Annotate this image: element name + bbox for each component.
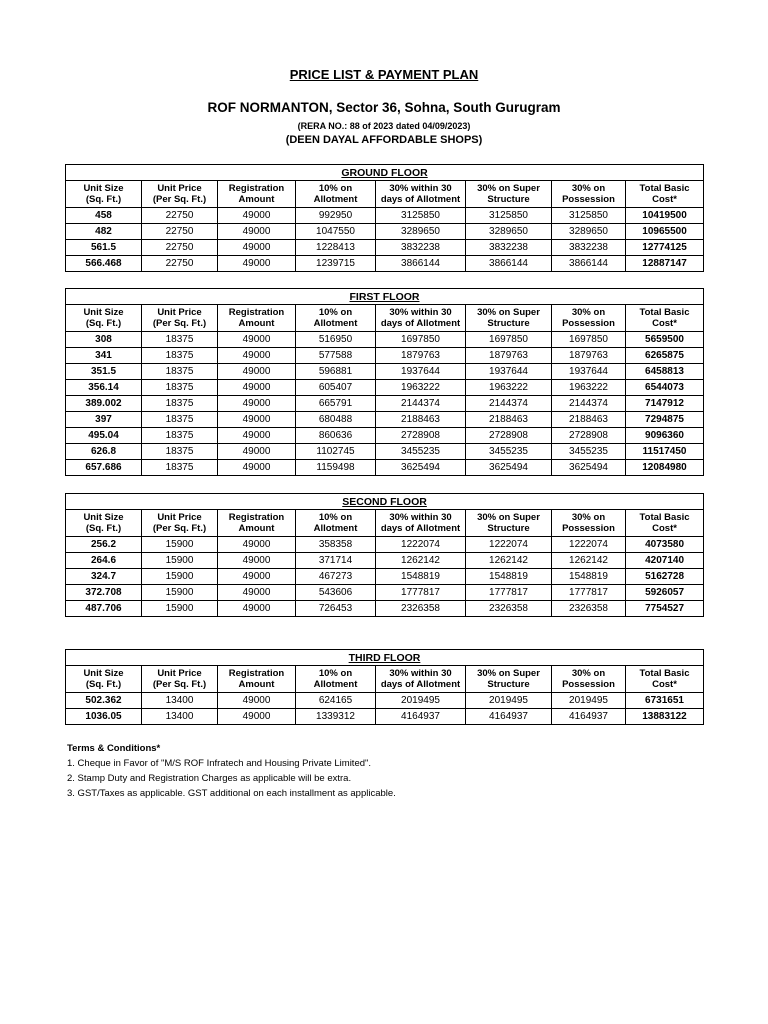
table-cell: 49000 bbox=[218, 412, 296, 428]
column-header-line: Structure bbox=[487, 523, 530, 534]
table-cell: 4164937 bbox=[376, 709, 466, 725]
column-header bbox=[626, 666, 704, 693]
unit-size-cell: 372.708 bbox=[66, 585, 142, 601]
column-header bbox=[296, 181, 376, 208]
table-cell: 1548819 bbox=[552, 569, 626, 585]
total-cost-cell: 6265875 bbox=[626, 348, 704, 364]
column-header-line: Total Basic bbox=[639, 512, 690, 523]
table-cell: 2144374 bbox=[376, 396, 466, 412]
table-cell: 2188463 bbox=[376, 412, 466, 428]
column-header-line: 30% on Super bbox=[477, 307, 540, 318]
column-header-line: (Per Sq. Ft.) bbox=[152, 194, 207, 205]
column-header-line: 30% on bbox=[571, 307, 606, 318]
table-cell: 1963222 bbox=[376, 380, 466, 396]
column-header-line: (Per Sq. Ft.) bbox=[152, 679, 207, 690]
column-header bbox=[552, 666, 626, 693]
table-cell: 3832238 bbox=[376, 240, 466, 256]
table-cell: 605407 bbox=[296, 380, 376, 396]
table-cell: 2019495 bbox=[466, 693, 552, 709]
total-cost-cell: 5659500 bbox=[626, 332, 704, 348]
table-cell: 49000 bbox=[218, 224, 296, 240]
table-cell: 49000 bbox=[218, 348, 296, 364]
table-cell: 3125850 bbox=[466, 208, 552, 224]
terms-item: 1. Cheque in Favor of "M/S ROF Infratech and Housing Private Limited". bbox=[67, 758, 372, 769]
table-cell: 2728908 bbox=[376, 428, 466, 444]
table-cell: 3866144 bbox=[552, 256, 626, 272]
table-cell: 49000 bbox=[218, 601, 296, 617]
table-cell: 1262142 bbox=[466, 553, 552, 569]
table-cell: 18375 bbox=[142, 364, 218, 380]
column-header-line: Possession bbox=[562, 523, 615, 534]
column-header bbox=[552, 181, 626, 208]
total-cost-cell: 6544073 bbox=[626, 380, 704, 396]
table-row bbox=[66, 585, 704, 601]
table-row bbox=[66, 380, 704, 396]
column-header-line: 30% within 30 bbox=[389, 668, 452, 679]
table-cell: 2188463 bbox=[552, 412, 626, 428]
unit-size-cell: 389.002 bbox=[66, 396, 142, 412]
table-cell: 49000 bbox=[218, 709, 296, 725]
column-header bbox=[376, 666, 466, 693]
column-header-line: Unit Size bbox=[83, 668, 124, 679]
total-cost-cell: 7294875 bbox=[626, 412, 704, 428]
table-cell: 516950 bbox=[296, 332, 376, 348]
first-floor-table bbox=[65, 288, 704, 476]
column-header-line: Unit Price bbox=[157, 307, 202, 318]
table-cell: 1879763 bbox=[552, 348, 626, 364]
column-header-line: 30% on Super bbox=[477, 512, 540, 523]
unit-size-cell: 397 bbox=[66, 412, 142, 428]
unit-size-cell: 308 bbox=[66, 332, 142, 348]
table-row bbox=[66, 428, 704, 444]
table-row bbox=[66, 332, 704, 348]
table-cell: 3625494 bbox=[376, 460, 466, 476]
column-header bbox=[66, 510, 142, 537]
table-cell: 2326358 bbox=[466, 601, 552, 617]
table-cell: 1697850 bbox=[376, 332, 466, 348]
table-cell: 2728908 bbox=[552, 428, 626, 444]
column-header-line: Unit Price bbox=[157, 668, 202, 679]
column-header bbox=[552, 305, 626, 332]
column-header bbox=[626, 181, 704, 208]
third-floor-table bbox=[65, 649, 704, 725]
table-cell: 18375 bbox=[142, 332, 218, 348]
table-cell: 1548819 bbox=[466, 569, 552, 585]
column-header-line: 30% within 30 bbox=[389, 512, 452, 523]
table-cell: 3289650 bbox=[552, 224, 626, 240]
table-cell: 49000 bbox=[218, 693, 296, 709]
table-row bbox=[66, 348, 704, 364]
column-header-line: Allotment bbox=[313, 679, 358, 690]
page-title: PRICE LIST & PAYMENT PLAN bbox=[289, 67, 479, 82]
column-header-line: Registration bbox=[228, 512, 285, 523]
column-header-line: Amount bbox=[238, 194, 275, 205]
table-cell: 22750 bbox=[142, 224, 218, 240]
table-cell: 15900 bbox=[142, 537, 218, 553]
total-cost-cell: 4207140 bbox=[626, 553, 704, 569]
column-header bbox=[218, 181, 296, 208]
table-cell: 4164937 bbox=[552, 709, 626, 725]
unit-size-cell: 356.14 bbox=[66, 380, 142, 396]
total-cost-cell: 10965500 bbox=[626, 224, 704, 240]
table-cell: 4164937 bbox=[466, 709, 552, 725]
table-cell: 665791 bbox=[296, 396, 376, 412]
unit-size-cell: 566.468 bbox=[66, 256, 142, 272]
table-cell: 22750 bbox=[142, 208, 218, 224]
unit-size-cell: 561.5 bbox=[66, 240, 142, 256]
second-floor-table bbox=[65, 493, 704, 617]
column-header bbox=[142, 305, 218, 332]
column-header-line: 30% within 30 bbox=[389, 183, 452, 194]
total-cost-cell: 7754527 bbox=[626, 601, 704, 617]
table-row bbox=[66, 709, 704, 725]
unit-size-cell: 626.8 bbox=[66, 444, 142, 460]
unit-size-cell: 256.2 bbox=[66, 537, 142, 553]
column-header bbox=[626, 305, 704, 332]
column-header-line: 30% on bbox=[571, 183, 606, 194]
ground-floor-table bbox=[65, 164, 704, 272]
column-header-line: Structure bbox=[487, 194, 530, 205]
table-cell: 3455235 bbox=[552, 444, 626, 460]
column-header bbox=[142, 181, 218, 208]
table-cell: 1548819 bbox=[376, 569, 466, 585]
column-header-line: Unit Size bbox=[83, 307, 124, 318]
table-cell: 1262142 bbox=[552, 553, 626, 569]
unit-size-cell: 502.362 bbox=[66, 693, 142, 709]
total-cost-cell: 6458813 bbox=[626, 364, 704, 380]
column-header-line: Amount bbox=[238, 318, 275, 329]
table-cell: 358358 bbox=[296, 537, 376, 553]
column-header bbox=[296, 510, 376, 537]
table-cell: 1222074 bbox=[466, 537, 552, 553]
table-cell: 1937644 bbox=[376, 364, 466, 380]
total-cost-cell: 5162728 bbox=[626, 569, 704, 585]
unit-size-cell: 324.7 bbox=[66, 569, 142, 585]
column-header-line: Structure bbox=[487, 679, 530, 690]
table-cell: 1963222 bbox=[466, 380, 552, 396]
table-cell: 49000 bbox=[218, 364, 296, 380]
table-cell: 22750 bbox=[142, 240, 218, 256]
column-header-line: Cost* bbox=[652, 523, 677, 534]
table-cell: 1222074 bbox=[376, 537, 466, 553]
column-header-line: Registration bbox=[228, 668, 285, 679]
column-header-line: Possession bbox=[562, 318, 615, 329]
column-header-line: Allotment bbox=[313, 523, 358, 534]
table-cell: 49000 bbox=[218, 537, 296, 553]
table-cell: 2144374 bbox=[466, 396, 552, 412]
column-header bbox=[466, 510, 552, 537]
table-cell: 3832238 bbox=[552, 240, 626, 256]
table-cell: 3289650 bbox=[466, 224, 552, 240]
table-row bbox=[66, 256, 704, 272]
column-header-line: days of Allotment bbox=[380, 523, 461, 534]
table-cell: 1963222 bbox=[552, 380, 626, 396]
column-header-line: 30% on Super bbox=[477, 668, 540, 679]
table-cell: 1879763 bbox=[466, 348, 552, 364]
unit-size-cell: 1036.05 bbox=[66, 709, 142, 725]
column-header bbox=[218, 510, 296, 537]
table-cell: 860636 bbox=[296, 428, 376, 444]
table-cell: 1159498 bbox=[296, 460, 376, 476]
table-cell: 1239715 bbox=[296, 256, 376, 272]
table-cell: 49000 bbox=[218, 240, 296, 256]
unit-size-cell: 482 bbox=[66, 224, 142, 240]
column-header-line: 10% on bbox=[318, 512, 353, 523]
table-row bbox=[66, 412, 704, 428]
column-header-line: (Sq. Ft.) bbox=[85, 679, 122, 690]
table-cell: 467273 bbox=[296, 569, 376, 585]
table-cell: 2188463 bbox=[466, 412, 552, 428]
total-cost-cell: 7147912 bbox=[626, 396, 704, 412]
table-row bbox=[66, 240, 704, 256]
table-cell: 726453 bbox=[296, 601, 376, 617]
unit-size-cell: 458 bbox=[66, 208, 142, 224]
column-header bbox=[466, 666, 552, 693]
table-row bbox=[66, 569, 704, 585]
table-cell: 543606 bbox=[296, 585, 376, 601]
column-header-line: Amount bbox=[238, 523, 275, 534]
table-cell: 18375 bbox=[142, 380, 218, 396]
table-cell: 3832238 bbox=[466, 240, 552, 256]
column-header-line: Registration bbox=[228, 183, 285, 194]
column-header bbox=[296, 305, 376, 332]
column-header bbox=[376, 181, 466, 208]
column-header-line: (Sq. Ft.) bbox=[85, 194, 122, 205]
total-cost-cell: 6731651 bbox=[626, 693, 704, 709]
table-cell: 624165 bbox=[296, 693, 376, 709]
table-cell: 1262142 bbox=[376, 553, 466, 569]
total-cost-cell: 5926057 bbox=[626, 585, 704, 601]
table-cell: 49000 bbox=[218, 208, 296, 224]
unit-size-cell: 495.04 bbox=[66, 428, 142, 444]
column-header bbox=[142, 510, 218, 537]
column-header bbox=[376, 510, 466, 537]
table-cell: 1228413 bbox=[296, 240, 376, 256]
column-header-row bbox=[66, 510, 704, 537]
table-cell: 49000 bbox=[218, 428, 296, 444]
table-cell: 680488 bbox=[296, 412, 376, 428]
table-cell: 1777817 bbox=[466, 585, 552, 601]
table-cell: 15900 bbox=[142, 553, 218, 569]
table-cell: 1697850 bbox=[466, 332, 552, 348]
column-header-row bbox=[66, 181, 704, 208]
table-cell: 1339312 bbox=[296, 709, 376, 725]
column-header-line: 30% on bbox=[571, 668, 606, 679]
column-header-line: Cost* bbox=[652, 194, 677, 205]
table-row bbox=[66, 224, 704, 240]
column-header bbox=[218, 305, 296, 332]
column-header-row bbox=[66, 666, 704, 693]
table-cell: 1777817 bbox=[376, 585, 466, 601]
table-cell: 2019495 bbox=[552, 693, 626, 709]
column-header bbox=[466, 181, 552, 208]
column-header-line: Cost* bbox=[652, 679, 677, 690]
table-cell: 1102745 bbox=[296, 444, 376, 460]
table-cell: 15900 bbox=[142, 585, 218, 601]
column-header-line: Structure bbox=[487, 318, 530, 329]
table-cell: 3625494 bbox=[466, 460, 552, 476]
scheme-name: (DEEN DAYAL AFFORDABLE SHOPS) bbox=[285, 134, 483, 146]
table-row bbox=[66, 537, 704, 553]
table-cell: 2326358 bbox=[376, 601, 466, 617]
column-header-line: (Per Sq. Ft.) bbox=[152, 523, 207, 534]
table-cell: 49000 bbox=[218, 332, 296, 348]
column-header-row bbox=[66, 305, 704, 332]
unit-size-cell: 264.6 bbox=[66, 553, 142, 569]
table-cell: 3289650 bbox=[376, 224, 466, 240]
column-header bbox=[218, 666, 296, 693]
table-cell: 49000 bbox=[218, 569, 296, 585]
table-cell: 596881 bbox=[296, 364, 376, 380]
column-header-line: days of Allotment bbox=[380, 679, 461, 690]
table-row bbox=[66, 693, 704, 709]
table-cell: 2326358 bbox=[552, 601, 626, 617]
table-row bbox=[66, 364, 704, 380]
floor-title: SECOND FLOOR bbox=[66, 494, 704, 510]
column-header bbox=[552, 510, 626, 537]
table-cell: 3866144 bbox=[466, 256, 552, 272]
table-cell: 1777817 bbox=[552, 585, 626, 601]
column-header-line: Unit Price bbox=[157, 512, 202, 523]
total-cost-cell: 12887147 bbox=[626, 256, 704, 272]
table-cell: 1697850 bbox=[552, 332, 626, 348]
unit-size-cell: 657.686 bbox=[66, 460, 142, 476]
table-cell: 49000 bbox=[218, 553, 296, 569]
column-header-line: Cost* bbox=[652, 318, 677, 329]
total-cost-cell: 4073580 bbox=[626, 537, 704, 553]
column-header-line: 10% on bbox=[318, 183, 353, 194]
table-cell: 1879763 bbox=[376, 348, 466, 364]
table-cell: 18375 bbox=[142, 444, 218, 460]
column-header-line: Unit Size bbox=[83, 183, 124, 194]
table-cell: 18375 bbox=[142, 348, 218, 364]
column-header-line: Total Basic bbox=[639, 307, 690, 318]
column-header-line: Unit Size bbox=[83, 512, 124, 523]
total-cost-cell: 9096360 bbox=[626, 428, 704, 444]
terms-item: 3. GST/Taxes as applicable. GST additional on each installment as applicable. bbox=[67, 788, 396, 799]
total-cost-cell: 11517450 bbox=[626, 444, 704, 460]
table-cell: 3455235 bbox=[376, 444, 466, 460]
column-header-line: 30% on Super bbox=[477, 183, 540, 194]
column-header-line: Possession bbox=[562, 679, 615, 690]
column-header-line: (Sq. Ft.) bbox=[85, 318, 122, 329]
unit-size-cell: 351.5 bbox=[66, 364, 142, 380]
table-cell: 3125850 bbox=[552, 208, 626, 224]
project-name: ROF NORMANTON, Sector 36, Sohna, South Gurugram bbox=[207, 100, 561, 115]
column-header-line: Amount bbox=[238, 679, 275, 690]
column-header-line: days of Allotment bbox=[380, 194, 461, 205]
terms-item: 2. Stamp Duty and Registration Charges as applicable will be extra. bbox=[67, 773, 352, 784]
column-header bbox=[376, 305, 466, 332]
table-cell: 13400 bbox=[142, 709, 218, 725]
table-cell: 1222074 bbox=[552, 537, 626, 553]
rera-number: (RERA NO.: 88 of 2023 dated 04/09/2023) bbox=[297, 121, 471, 131]
column-header-line: Unit Price bbox=[157, 183, 202, 194]
total-cost-cell: 12084980 bbox=[626, 460, 704, 476]
table-cell: 2144374 bbox=[552, 396, 626, 412]
terms-title: Terms & Conditions* bbox=[67, 743, 161, 754]
column-header-line: Allotment bbox=[313, 318, 358, 329]
table-cell: 49000 bbox=[218, 460, 296, 476]
table-row bbox=[66, 444, 704, 460]
column-header-line: (Per Sq. Ft.) bbox=[152, 318, 207, 329]
column-header-line: days of Allotment bbox=[380, 318, 461, 329]
column-header bbox=[626, 510, 704, 537]
table-row bbox=[66, 601, 704, 617]
table-cell: 49000 bbox=[218, 444, 296, 460]
table-row bbox=[66, 208, 704, 224]
column-header bbox=[142, 666, 218, 693]
table-cell: 2019495 bbox=[376, 693, 466, 709]
table-cell: 2728908 bbox=[466, 428, 552, 444]
table-cell: 49000 bbox=[218, 256, 296, 272]
table-cell: 49000 bbox=[218, 396, 296, 412]
table-cell: 1047550 bbox=[296, 224, 376, 240]
total-cost-cell: 13883122 bbox=[626, 709, 704, 725]
column-header bbox=[296, 666, 376, 693]
floor-title: FIRST FLOOR bbox=[66, 289, 704, 305]
column-header-line: 10% on bbox=[318, 668, 353, 679]
table-cell: 1937644 bbox=[466, 364, 552, 380]
table-row bbox=[66, 396, 704, 412]
table-row bbox=[66, 553, 704, 569]
table-cell: 18375 bbox=[142, 412, 218, 428]
table-cell: 13400 bbox=[142, 693, 218, 709]
column-header bbox=[466, 305, 552, 332]
table-cell: 3625494 bbox=[552, 460, 626, 476]
table-cell: 18375 bbox=[142, 428, 218, 444]
column-header-line: 30% on bbox=[571, 512, 606, 523]
column-header-line: Registration bbox=[228, 307, 285, 318]
table-cell: 49000 bbox=[218, 380, 296, 396]
unit-size-cell: 487.706 bbox=[66, 601, 142, 617]
column-header-line: 30% within 30 bbox=[389, 307, 452, 318]
table-cell: 992950 bbox=[296, 208, 376, 224]
table-cell: 1937644 bbox=[552, 364, 626, 380]
unit-size-cell: 341 bbox=[66, 348, 142, 364]
column-header bbox=[66, 181, 142, 208]
table-cell: 3455235 bbox=[466, 444, 552, 460]
table-cell: 15900 bbox=[142, 601, 218, 617]
column-header-line: Total Basic bbox=[639, 183, 690, 194]
table-cell: 22750 bbox=[142, 256, 218, 272]
column-header bbox=[66, 305, 142, 332]
column-header-line: Possession bbox=[562, 194, 615, 205]
table-cell: 371714 bbox=[296, 553, 376, 569]
total-cost-cell: 12774125 bbox=[626, 240, 704, 256]
column-header-line: Allotment bbox=[313, 194, 358, 205]
floor-title: THIRD FLOOR bbox=[66, 650, 704, 666]
table-cell: 3866144 bbox=[376, 256, 466, 272]
table-cell: 15900 bbox=[142, 569, 218, 585]
table-cell: 18375 bbox=[142, 396, 218, 412]
terms-and-conditions bbox=[67, 741, 396, 801]
column-header-line: (Sq. Ft.) bbox=[85, 523, 122, 534]
column-header-line: 10% on bbox=[318, 307, 353, 318]
total-cost-cell: 10419500 bbox=[626, 208, 704, 224]
floor-title: GROUND FLOOR bbox=[66, 165, 704, 181]
table-cell: 3125850 bbox=[376, 208, 466, 224]
table-cell: 18375 bbox=[142, 460, 218, 476]
table-row bbox=[66, 460, 704, 476]
table-cell: 49000 bbox=[218, 585, 296, 601]
column-header-line: Total Basic bbox=[639, 668, 690, 679]
column-header bbox=[66, 666, 142, 693]
table-cell: 577588 bbox=[296, 348, 376, 364]
